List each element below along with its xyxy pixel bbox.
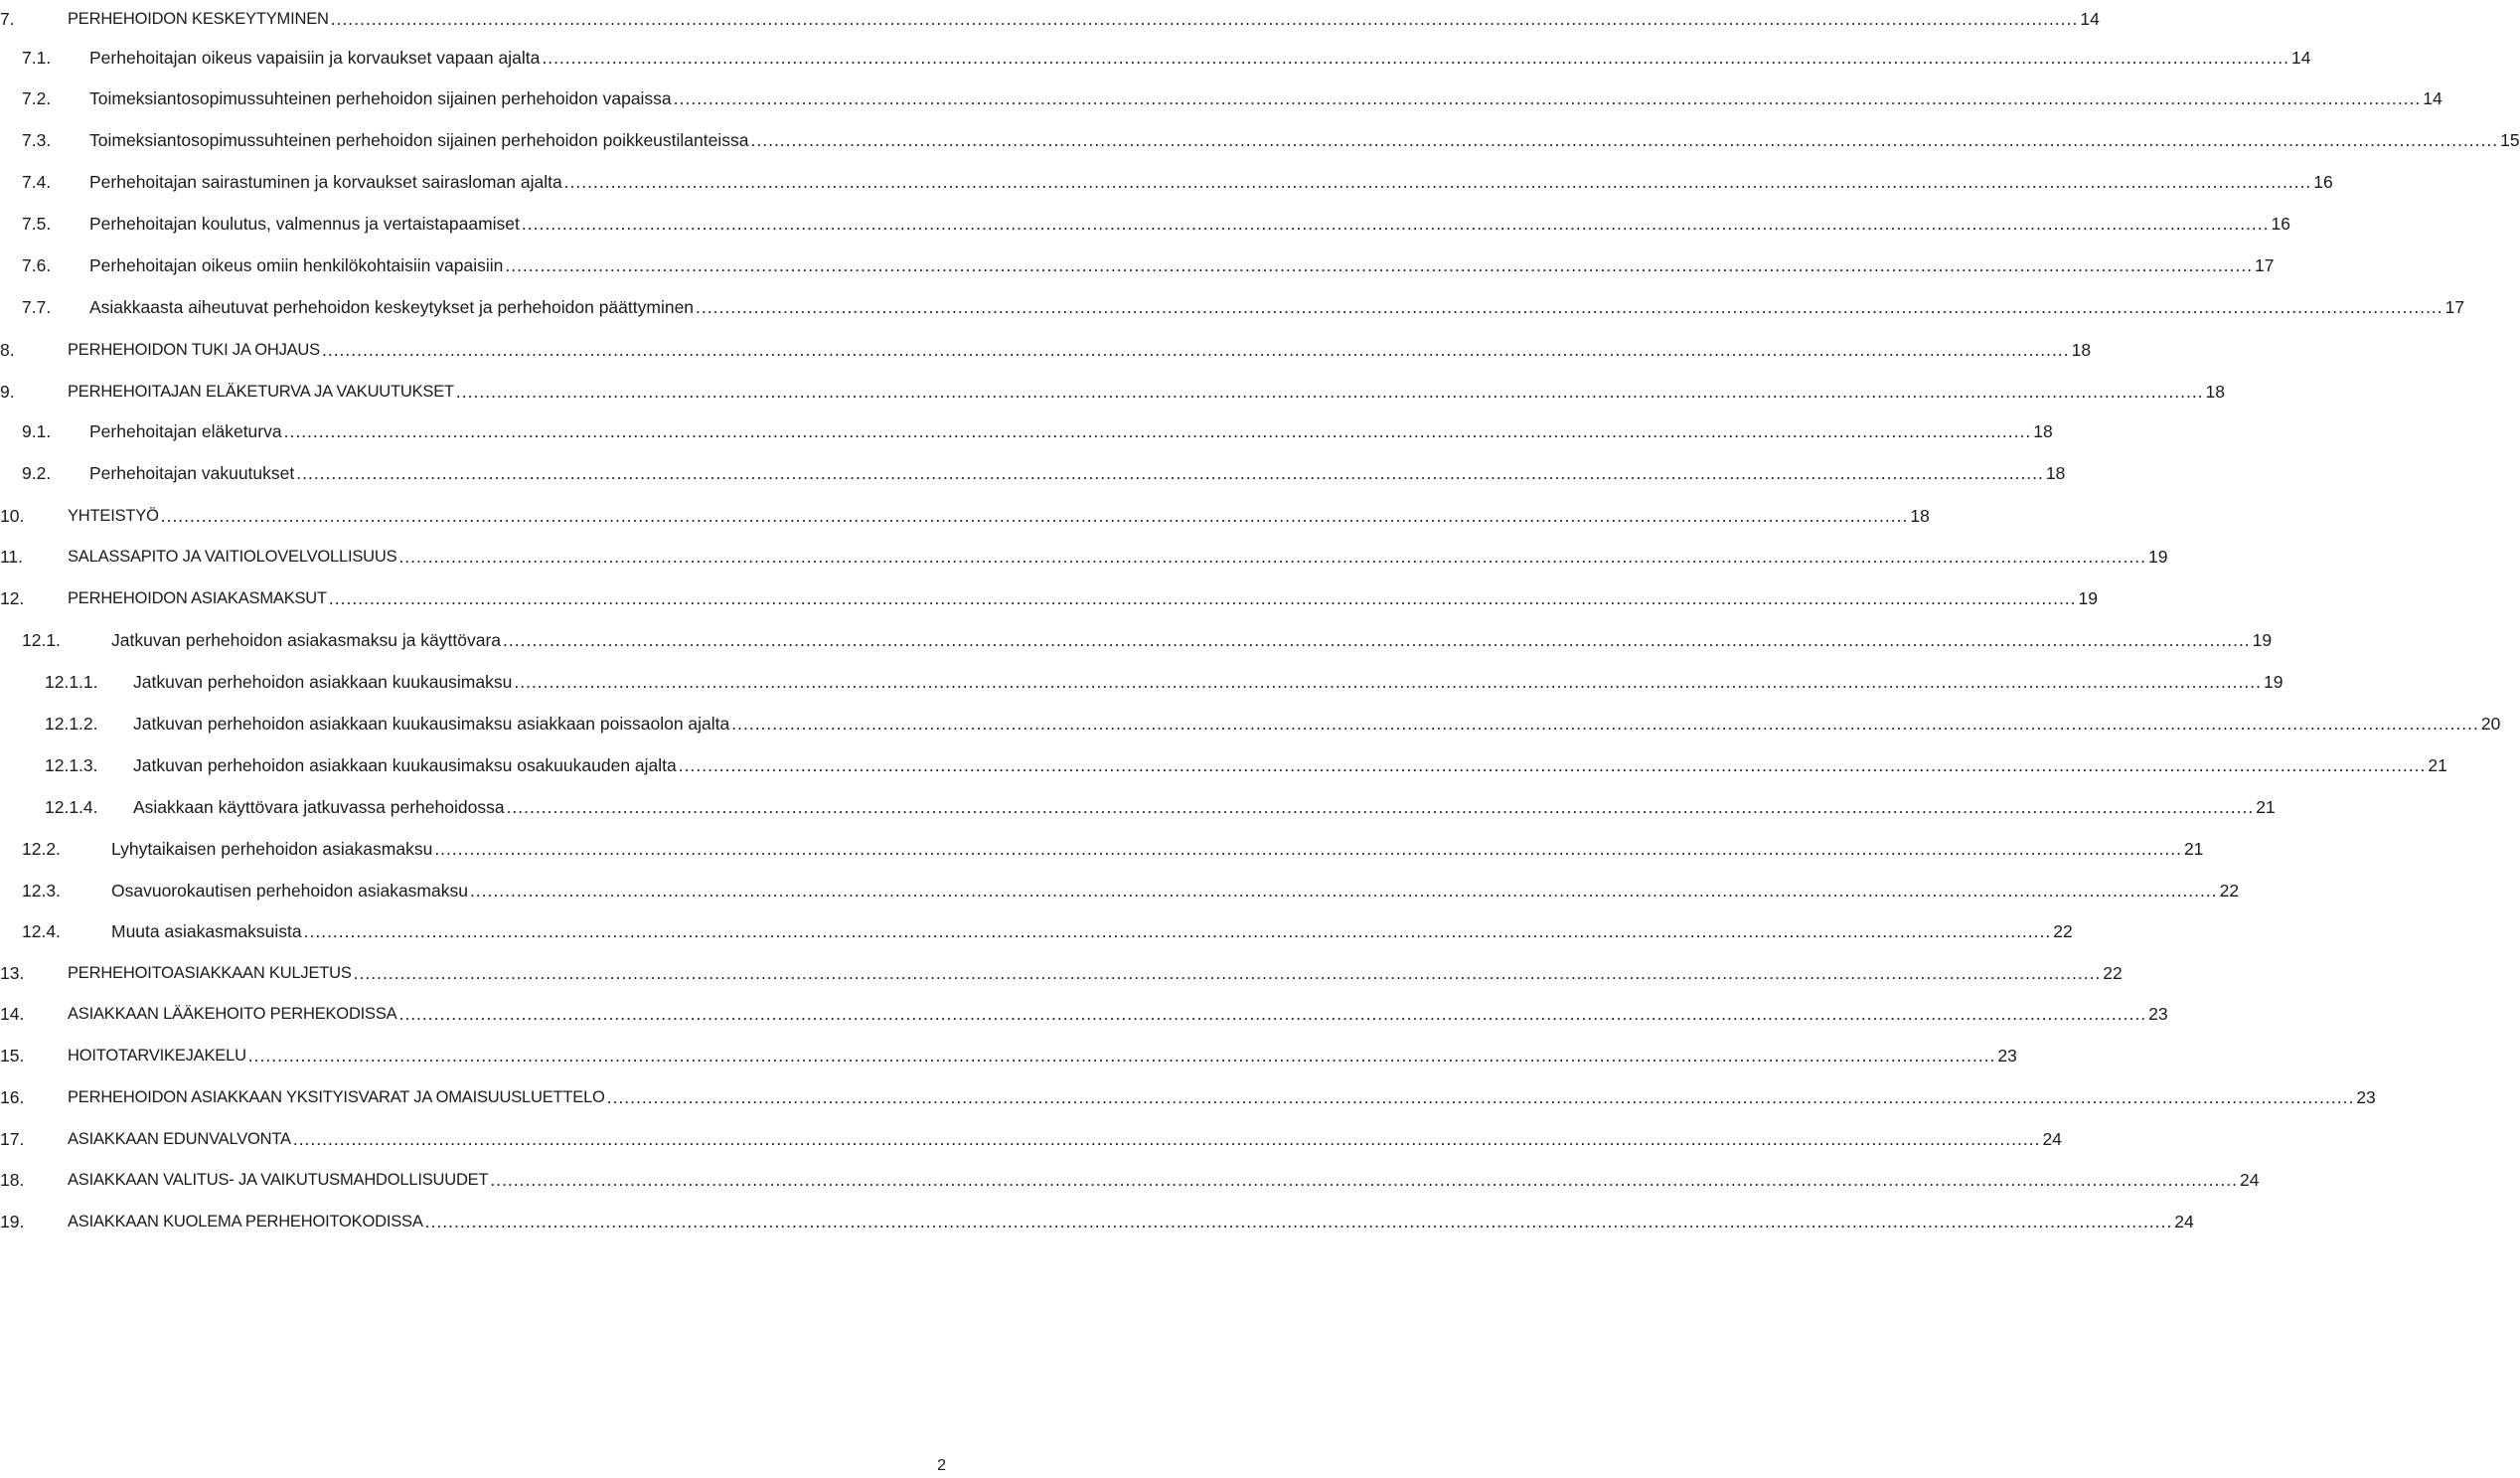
toc-entry-number: 8.: [0, 340, 15, 360]
page-number: 2: [937, 1457, 946, 1474]
toc-entry-number: 19.: [0, 1212, 25, 1232]
toc-entry-number: 9.: [0, 382, 15, 402]
toc-entry[interactable]: [22, 246, 2275, 276]
toc-entry[interactable]: [22, 454, 2066, 484]
toc-leader-dots: ............................................................................................................................................................................................................................................................................................................: [750, 130, 2499, 150]
toc-entry-number: 12.1.4.: [45, 797, 98, 817]
toc-entry-title: Perhehoitajan oikeus vapaisiin ja korvaukset vapaan ajalta: [89, 48, 541, 68]
toc-entry-number: 12.2.: [22, 839, 61, 859]
toc-entry-number: 7.: [0, 9, 15, 29]
toc-entry-title: ASIAKKAAN KUOLEMA PERHEHOITOKODISSA: [68, 1213, 423, 1231]
toc-entry-page: 18: [2033, 421, 2053, 441]
toc-entry-title: Perhehoitajan oikeus omiin henkilökohtaisiin vapaisiin: [89, 255, 504, 275]
toc-entry-number: 17.: [0, 1129, 25, 1149]
toc-entry-title: YHTEISTYÖ: [68, 507, 159, 525]
toc-entry-title: ASIAKKAAN EDUNVALVONTA: [68, 1130, 291, 1148]
toc-leader-dots: ............................................................................................................................................................................................................................................................................................................: [731, 714, 2479, 734]
toc-entry-number: 7.1.: [22, 48, 52, 68]
toc-entry-title: Asiakkaasta aiheutuvat perhehoidon keskeytykset ja perhehoidon päättyminen: [89, 297, 695, 317]
toc-entry-page: 19: [2263, 672, 2284, 692]
toc-leader-dots: ............................................................................................................................................................................................................................................................................................................: [469, 881, 2218, 901]
toc-entry-number: 10.: [0, 506, 25, 526]
toc-leader-dots: ............................................................................................................................................................................................................................................................................................................: [353, 963, 2102, 983]
toc-entry-page: 14: [2080, 9, 2100, 29]
toc-entry-page: 24: [2239, 1170, 2260, 1190]
toc-entry-page: 18: [2205, 382, 2226, 402]
toc-entry-title: Perhehoitajan koulutus, valmennus ja vertaistapaamiset: [89, 214, 520, 234]
toc-entry[interactable]: [0, 995, 2168, 1025]
toc-entry-page: 19: [2252, 630, 2273, 650]
toc-entry-page: 16: [2271, 214, 2290, 234]
toc-entry-page: 23: [1997, 1046, 2017, 1066]
toc-entry[interactable]: [0, 0, 2100, 30]
toc-entry-number: 12.1.: [22, 630, 61, 650]
toc-entry-page: 17: [2444, 297, 2465, 317]
toc-leader-dots: ............................................................................................................................................................................................................................................................................................................: [563, 172, 2312, 192]
toc-leader-dots: ............................................................................................................................................................................................................................................................................................................: [503, 630, 2251, 650]
toc-leader-dots: ............................................................................................................................................................................................................................................................................................................: [521, 214, 2270, 234]
toc-entry-title: Toimeksiantosopimussuhteinen perhehoidon sijainen perhehoidon vapaissa: [89, 88, 672, 108]
toc-entry-title: Toimeksiantosopimussuhteinen perhehoidon sijainen perhehoidon poikkeustilanteissa: [89, 130, 749, 150]
toc-entry-page: 18: [2071, 340, 2092, 360]
toc-entry-title: Perhehoitajan vakuutukset: [89, 463, 295, 483]
toc-leader-dots: ............................................................................................................................................................................................................................................................................................................: [292, 1129, 2041, 1149]
toc-entry-page: 14: [2290, 48, 2311, 68]
toc-leader-dots: ............................................................................................................................................................................................................................................................................................................: [673, 88, 2422, 108]
toc-entry-number: 7.6.: [22, 255, 52, 275]
toc-leader-dots: ............................................................................................................................................................................................................................................................................................................: [247, 1046, 1996, 1066]
toc-entry-number: 7.7.: [22, 297, 52, 317]
toc-entry[interactable]: [0, 579, 2098, 609]
toc-entry[interactable]: [45, 663, 2284, 693]
toc-entry-title: Osavuorokautisen perhehoidon asiakasmaksu: [111, 881, 468, 901]
toc-entry[interactable]: [22, 912, 2073, 942]
toc-entry-page: 21: [2256, 797, 2276, 817]
toc-entry-page: 24: [2042, 1129, 2062, 1149]
toc-leader-dots: ............................................................................................................................................................................................................................................................................................................: [606, 1087, 2355, 1107]
toc-entry-page: 19: [2078, 588, 2098, 608]
toc-entry-number: 13.: [0, 963, 25, 983]
toc-entry-page: 19: [2148, 547, 2168, 567]
toc-leader-dots: ............................................................................................................................................................................................................................................................................................................: [296, 463, 2044, 483]
toc-entry-title: Perhehoitajan sairastuminen ja korvaukset sairasloman ajalta: [89, 172, 562, 192]
toc-entry[interactable]: [0, 1120, 2062, 1150]
toc-leader-dots: ............................................................................................................................................................................................................................................................................................................: [330, 9, 2079, 29]
toc-leader-dots: ............................................................................................................................................................................................................................................................................................................: [506, 797, 2255, 817]
toc-entry-page: 22: [2053, 921, 2073, 941]
toc-entry-title: ASIAKKAAN LÄÄKEHOITO PERHEKODISSA: [68, 1005, 397, 1023]
toc-entry[interactable]: [0, 538, 2168, 568]
toc-entry-title: Perhehoitajan eläketurva: [89, 421, 282, 441]
toc-entry-number: 12.3.: [22, 881, 61, 901]
toc-entry-title: PERHEHOITAJAN ELÄKETURVA JA VAKUUTUKSET: [68, 383, 454, 401]
toc-leader-dots: ............................................................................................................................................................................................................................................................................................................: [398, 1004, 2147, 1024]
toc-entry-page: 17: [2255, 255, 2275, 275]
toc-entry[interactable]: [0, 954, 2123, 984]
toc-entry-number: 12.1.1.: [45, 672, 98, 692]
toc-entry-number: 11.: [0, 547, 24, 567]
toc-entry-title: ASIAKKAAN VALITUS- JA VAIKUTUSMAHDOLLISUUDET: [68, 1171, 489, 1189]
toc-leader-dots: ............................................................................................................................................................................................................................................................................................................: [424, 1212, 2173, 1232]
toc-entry[interactable]: [22, 205, 2290, 235]
toc-entry[interactable]: [45, 746, 2447, 776]
toc-entry[interactable]: [0, 1203, 2194, 1232]
toc-entry[interactable]: [0, 1078, 2376, 1108]
toc-entry-page: 21: [2428, 755, 2447, 775]
toc-entry-page: 21: [2183, 839, 2204, 859]
toc-entry-number: 14.: [0, 1004, 25, 1024]
toc-entry-number: 7.2.: [22, 88, 52, 108]
toc-entry-page: 18: [1910, 506, 1930, 526]
toc-entry-number: 18.: [0, 1170, 25, 1190]
toc-entry-title: Jatkuvan perhehoidon asiakkaan kuukausimaksu: [133, 672, 513, 692]
toc-entry[interactable]: [45, 705, 2501, 735]
toc-entry-number: 7.3.: [22, 130, 52, 150]
toc-entry-page: 24: [2174, 1212, 2194, 1232]
toc-entry[interactable]: [22, 621, 2273, 651]
toc-entry[interactable]: [22, 80, 2442, 109]
toc-entry-title: PERHEHOIDON ASIAKASMAKSUT: [68, 589, 327, 607]
toc-entry[interactable]: [22, 121, 2520, 151]
toc-entry-number: 9.1.: [22, 421, 52, 441]
toc-entry-title: Lyhytaikaisen perhehoidon asiakasmaksu: [111, 839, 433, 859]
toc-entry[interactable]: [0, 1161, 2260, 1191]
toc-leader-dots: ............................................................................................................................................................................................................................................................................................................: [542, 48, 2289, 68]
toc-leader-dots: ............................................................................................................................................................................................................................................................................................................: [398, 547, 2147, 567]
toc-entry-page: 16: [2313, 172, 2333, 192]
toc-entry[interactable]: [0, 373, 2226, 403]
toc-entry-title: PERHEHOITOASIAKKAAN KULJETUS: [68, 964, 352, 982]
toc-entry-title: PERHEHOIDON TUKI JA OHJAUS: [68, 341, 320, 359]
toc-leader-dots: ............................................................................................................................................................................................................................................................................................................: [328, 588, 2077, 608]
toc-entry-title: SALASSAPITO JA VAITIOLOVELVOLLISUUS: [68, 548, 397, 566]
toc-entry[interactable]: [22, 412, 2053, 442]
toc-leader-dots: ............................................................................................................................................................................................................................................................................................................: [678, 755, 2427, 775]
toc-entry-title: Muuta asiakasmaksuista: [111, 921, 302, 941]
toc-entry-number: 9.2.: [22, 463, 52, 483]
toc-entry-number: 7.5.: [22, 214, 52, 234]
toc-entry-number: 12.: [0, 588, 25, 608]
toc-entry-page: 18: [2045, 463, 2066, 483]
toc-entry-title: Jatkuvan perhehoidon asiakkaan kuukausimaksu osakuukauden ajalta: [133, 755, 677, 775]
toc-entry-number: 12.1.2.: [45, 714, 98, 734]
toc-leader-dots: ............................................................................................................................................................................................................................................................................................................: [160, 506, 1909, 526]
toc-entry[interactable]: [0, 497, 1930, 527]
toc-entry-title: HOITOTARVIKEJAKELU: [68, 1047, 246, 1065]
toc-entry-number: 16.: [0, 1087, 25, 1107]
toc-entry-page: 14: [2423, 88, 2442, 108]
toc-entry[interactable]: [45, 788, 2276, 818]
toc-entry[interactable]: [22, 872, 2240, 902]
toc-entry-title: PERHEHOIDON KESKEYTYMINEN: [68, 10, 329, 28]
toc-entry-number: 7.4.: [22, 172, 52, 192]
toc-entry-title: Asiakkaan käyttövara jatkuvassa perhehoidossa: [133, 797, 505, 817]
toc-leader-dots: ............................................................................................................................................................................................................................................................................................................: [696, 297, 2443, 317]
toc-entry[interactable]: [22, 163, 2333, 193]
toc-leader-dots: ............................................................................................................................................................................................................................................................................................................: [303, 921, 2052, 941]
toc-leader-dots: ............................................................................................................................................................................................................................................................................................................: [490, 1170, 2238, 1190]
toc-entry[interactable]: [22, 288, 2465, 318]
toc-leader-dots: ............................................................................................................................................................................................................................................................................................................: [434, 839, 2182, 859]
toc-entry-page: 20: [2480, 714, 2501, 734]
toc-entry[interactable]: [0, 1037, 2017, 1067]
toc-entry-page: 23: [2356, 1087, 2376, 1107]
toc-entry-page: 22: [2219, 881, 2240, 901]
toc-entry[interactable]: [22, 39, 2311, 69]
toc-leader-dots: ............................................................................................................................................................................................................................................................................................................: [514, 672, 2262, 692]
toc-entry-title: Jatkuvan perhehoidon asiakasmaksu ja käyttövara: [111, 630, 502, 650]
toc-entry-page: 22: [2103, 963, 2123, 983]
toc-entry-title: Jatkuvan perhehoidon asiakkaan kuukausimaksu asiakkaan poissaolon ajalta: [133, 714, 730, 734]
toc-entry[interactable]: [22, 830, 2204, 860]
toc-entry[interactable]: [0, 331, 2092, 361]
toc-entry-number: 15.: [0, 1046, 25, 1066]
toc-entry-title: PERHEHOIDON ASIAKKAAN YKSITYISVARAT JA OMAISUUSLUETTELO: [68, 1088, 605, 1106]
toc-leader-dots: ............................................................................................................................................................................................................................................................................................................: [321, 340, 2070, 360]
toc-entry-page: 15: [2500, 130, 2520, 150]
toc-entry-number: 12.4.: [22, 921, 61, 941]
toc-leader-dots: ............................................................................................................................................................................................................................................................................................................: [283, 421, 2032, 441]
toc-leader-dots: ............................................................................................................................................................................................................................................................................................................: [505, 255, 2253, 275]
toc-entry-page: 23: [2148, 1004, 2168, 1024]
toc-entry-number: 12.1.3.: [45, 755, 98, 775]
toc-leader-dots: ............................................................................................................................................................................................................................................................................................................: [455, 382, 2204, 402]
